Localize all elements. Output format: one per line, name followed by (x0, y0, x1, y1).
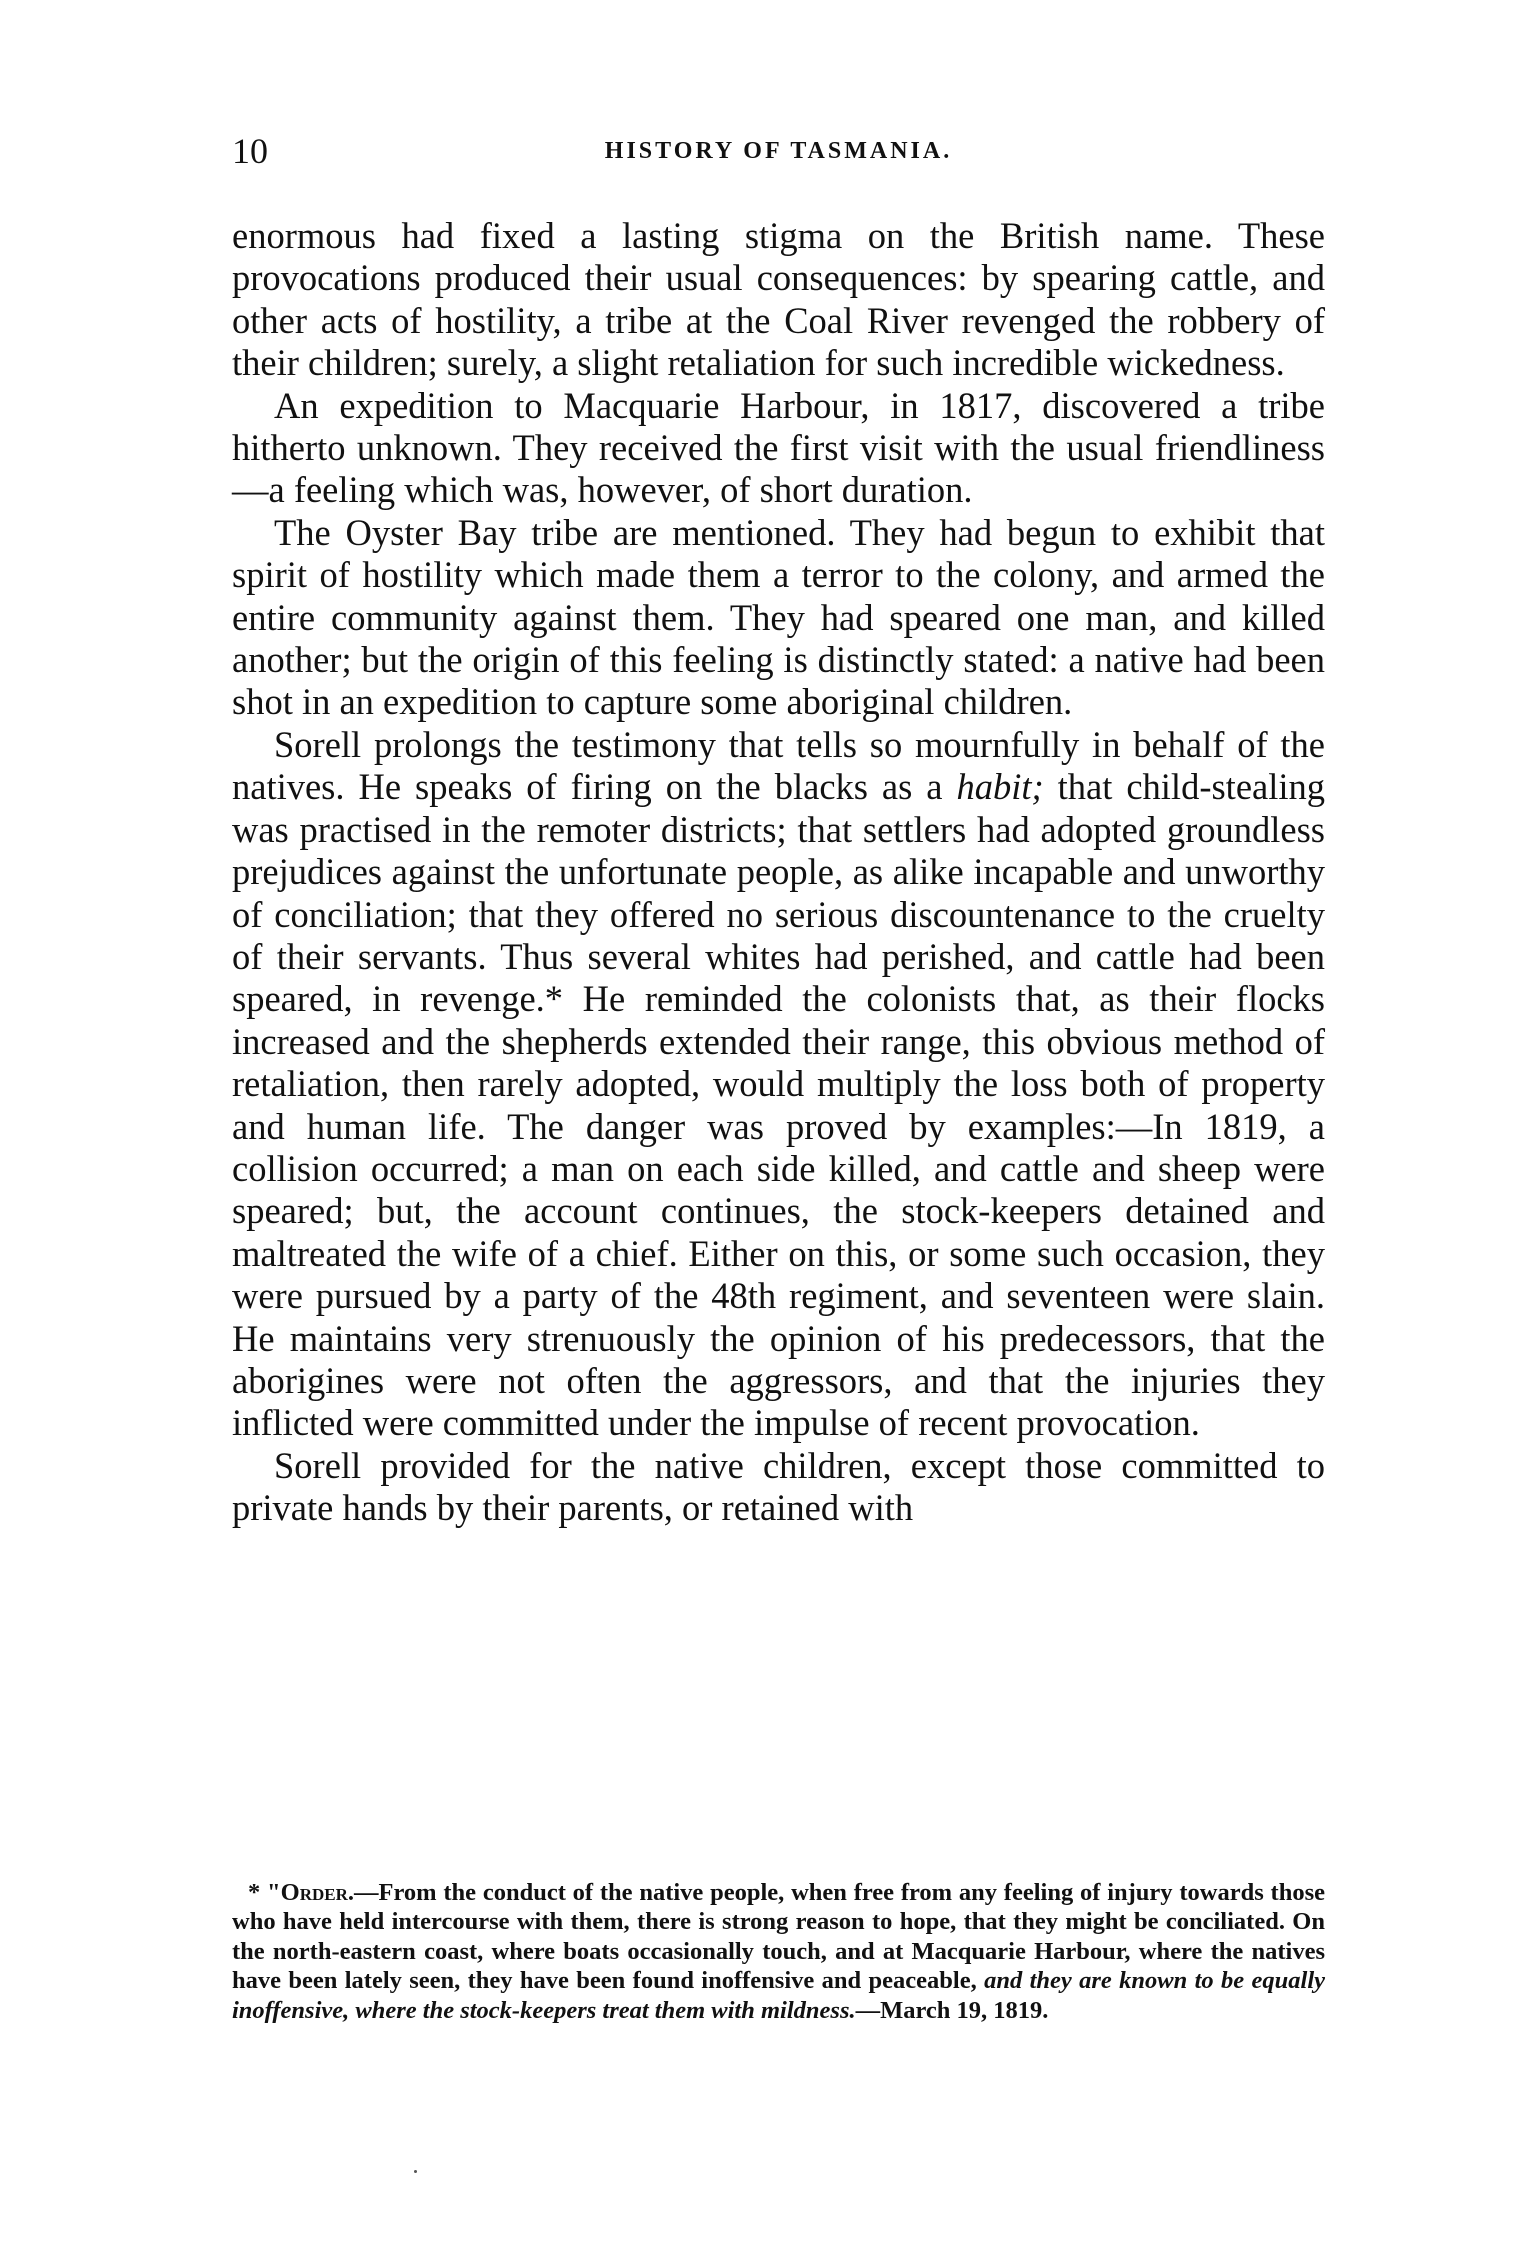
running-head (232, 131, 1325, 178)
paragraph-2: An expedition to Macquarie Harbour, in 1817, discovered a tribe hitherto unknown. They received the first visit with the usual friendliness—a feeling which was, however, of short duration. (232, 384, 1325, 511)
running-title: HISTORY OF TASMANIA. (604, 138, 953, 164)
footnote-marker: * " (248, 1879, 281, 1906)
footnote-date: —March 19, 1819. (855, 1996, 1049, 2024)
paragraph-4-part-2: that child-stealing was practised in the remoter districts; that settlers had adopted groundless prejudices against the unfortunate people, as alike incapable and unworthy of conciliation; that they offered no serious discountenance to the cruelty of their servants. Thus several whites had perished, and cattle had been speared, in revenge.* He reminded the colonists that, as their flocks increased and the shepherds extended their range, this obvious method of retaliation, then rarely adopted, would multiply the loss both of property and human life. The danger was proved by examples:—In 1819, a collision occurred; a man on each side killed, and cattle and sheep were speared; but, the account continues, the stock-keepers detained and maltreated the wife of a chief. Either on this, or some such occasion, they were pursued by a party of the 48th regiment, and seventeen were slain. He maintains very strenuously the opinion of his predecessors, that the aborigines were not often the aggressors, and that the injuries they inflicted were committed under the impulse of recent provocation. (232, 766, 1326, 1444)
footnote-paragraph (232, 1878, 1325, 2025)
footnote-italic: and they are known to be equally inoffensive, where the stock-keepers treat them with mildness. (232, 1967, 1326, 2024)
page-number: 10 (232, 131, 268, 171)
footnote (232, 1878, 1325, 2025)
paragraph-4 (232, 724, 1325, 1445)
paragraph-4-italic: habit; (956, 766, 1044, 808)
footnote-text: —From the conduct of the native people, when free from any feeling of injury towards those who have held intercourse with them, there is strong reason to hope, that they might be conciliated. On the north-eastern coast, where boats occasionally touch, and at Macquarie Harbour, where the natives have been lately seen, they have been found inoffensive and peaceable, (232, 1879, 1325, 1995)
paragraph-3: The Oyster Bay tribe are mentioned. They had begun to exhibit that spirit of hostility which made them a terror to the colony, and armed the entire community against them. They had speared one man, and killed another; but the origin of this feeling is distinctly stated: a native had been shot in an expedition to capture some aboriginal children. (232, 511, 1325, 723)
footnote-order-label: Order. (280, 1879, 355, 1906)
print-speck (414, 2170, 417, 2173)
body-text (232, 215, 1325, 1530)
paragraph-4-part-1: Sorell prolongs the testimony that tells so mournfully in behalf of the natives. He speaks of firing on the blacks as a (232, 723, 1325, 808)
paragraph-1: enormous had fixed a lasting stigma on the British name. These provocations produced their usual consequences: by spearing cattle, and other acts of hostility, a tribe at the Coal River revenged the robbery of their children; surely, a slight retaliation for such incredible wickedness. (232, 215, 1325, 384)
paragraph-5: Sorell provided for the native children, except those committed to private hands by their parents, or retained with (232, 1444, 1325, 1529)
